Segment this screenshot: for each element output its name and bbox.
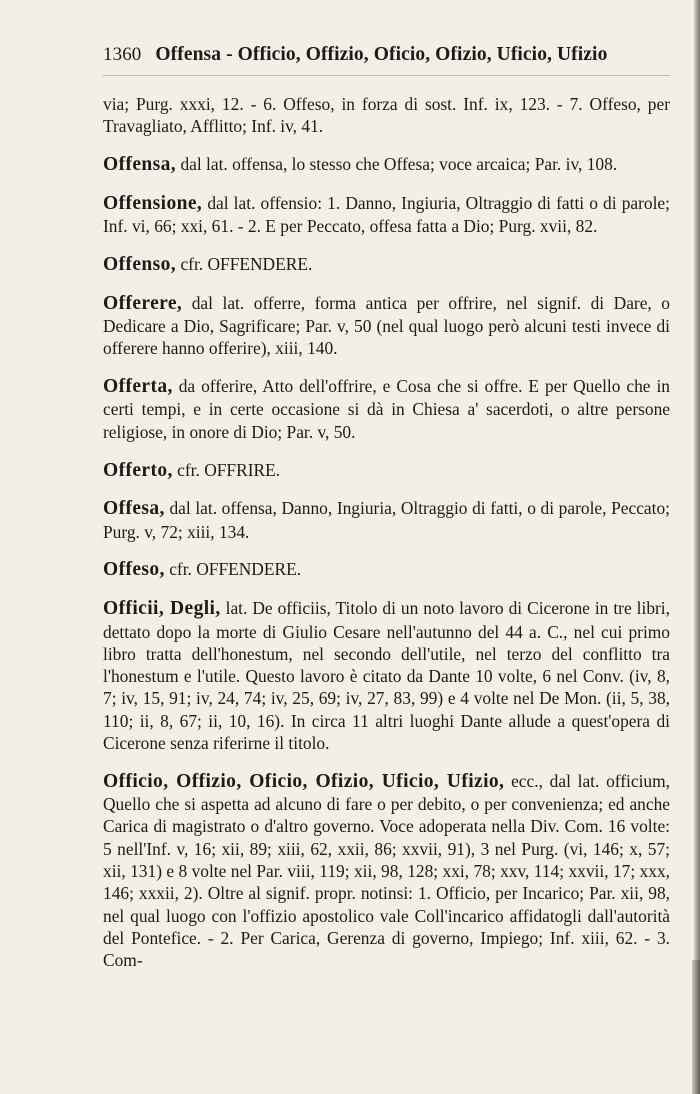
entry-continuation (103, 93, 670, 138)
entry-offerto (103, 459, 670, 482)
book-spine-edge (694, 0, 700, 1094)
entry-body: dal lat. offensio: 1. Danno, Ingiuria, Oltraggio di fatti o di parole; Inf. vi, 66; xxi, 61. - 2. E per Peccato, offesa fatta a Dio; Purg. xvii, 82. (103, 192, 670, 237)
entry-body: cfr. OFFENDERE. (169, 559, 302, 580)
entry-officii (103, 597, 670, 754)
entry-offensa (103, 153, 670, 176)
entry-body: dal lat. offerre, forma antica per offrire, nel signif. di Dare, o Dedicare a Dio, Sagrificare; Par. v, 50 (nel qual luogo però alcuni testi invece di offerere hanno offerire), xiii, 140. (103, 292, 670, 359)
dictionary-text (103, 93, 670, 987)
entry-headword: Offerere, (103, 292, 183, 314)
entry-offenso (103, 253, 670, 276)
entry-body: lat. De officiis, Titolo di un noto lavoro di Cicerone in tre libri, dettato dopo la morte di Giulio Cesare nell'autunno del 44 a. C., nel cui primo libro tratta dell'honestum, nel secondo dell'utile, nel terzo del conflitto tra l'honestum e l'utile. Questo lavoro è citato da Dante 10 volte, 6 nel Conv. (iv, 8, 7; iv, 15, 91; iv, 24, 74; iv, 25, 69; iv, 27, 83, 99) e 4 volte nel De Mon. (ii, 5, 38, 110; ii, 8, 67; ii, 10, 16). In circa 11 altri luoghi Dante allude a quest'opera di Cicerone senza riferirne il titolo. (103, 598, 670, 754)
page-number: 1360 (103, 44, 142, 65)
entry-headword: Officii, Degli, (103, 598, 221, 620)
entry-headword: Offensa, (103, 154, 177, 176)
entry-offerere (103, 292, 670, 360)
book-spine-shadow (692, 960, 700, 1094)
entry-offensione (103, 192, 670, 238)
entry-headword: Offeso, (103, 559, 165, 581)
running-header (103, 44, 663, 66)
entry-body: dal lat. offensa, lo stesso che Offesa; voce arcaica; Par. iv, 108. (180, 154, 618, 175)
entry-headword: Officio, Offizio, Oficio, Ofizio, Uficio, Ufizio, (103, 770, 505, 792)
entry-offesa (103, 497, 670, 543)
entry-body: da offerire, Atto dell'offrire, e Cosa che si offre. E per Quello che in certi tempi, e in certe occasione si dà in Chiesa a' sacerdoti, o altre persone religiose, in onore di Dio; Par. v, 50. (103, 376, 670, 442)
entry-headword: Offensione, (103, 192, 203, 214)
entry-headword: Offenso, (103, 253, 177, 275)
entry-headword: Offerta, (103, 376, 173, 398)
entry-body: via; Purg. xxxi, 12. - 6. Offeso, in forza di sost. Inf. ix, 123. - 7. Offeso, per Travagliato, Afflitto; Inf. iv, 41. (103, 94, 670, 137)
entry-officio (103, 770, 670, 972)
entry-body: cfr. OFFRIRE. (177, 459, 281, 480)
header-rule (103, 75, 670, 76)
running-title: Offensa - Officio, Offizio, Oficio, Ofizio, Uficio, Ufizio (155, 44, 608, 65)
entry-offeso (103, 558, 670, 581)
entry-offerta (103, 375, 670, 443)
entry-body: ecc., dal lat. officium, Quello che si aspetta ad alcuno di fare o per debito, o per convenienza; ed anche Carica di magistrato o d'altro governo. Voce adoperata nella Div. Com. 16 volte: 5 nell'Inf. v, 16; xii, 89; xiii, 62, xxii, 86; xxvii, 91), 3 nel Purg. (vi, 146; x, 57; xii, 131) e 8 volte nel Par. viii, 119; xii, 98, 128; xxi, 78; xxv, 114; xxvii, 17; xxx, 146; xxxii, 2). Oltre al signif. propr. notinsi: 1. Officio, per Incarico; Par. xii, 98, nel qual luogo con l'offizio apostolico vale Coll'incarico affidatogli dall'autorità del Pontefice. - 2. Per Carica, Gerenza di governo, Impiego; Inf. xiii, 62. - 3. Com- (103, 770, 670, 971)
entry-headword: Offesa, (103, 498, 165, 520)
entry-body: cfr. OFFENDERE. (180, 253, 313, 274)
entry-body: dal lat. offensa, Danno, Ingiuria, Oltraggio di fatti, o di parole, Peccato; Purg. v, 72; xiii, 134. (103, 498, 670, 542)
entry-headword: Offerto, (103, 459, 173, 481)
